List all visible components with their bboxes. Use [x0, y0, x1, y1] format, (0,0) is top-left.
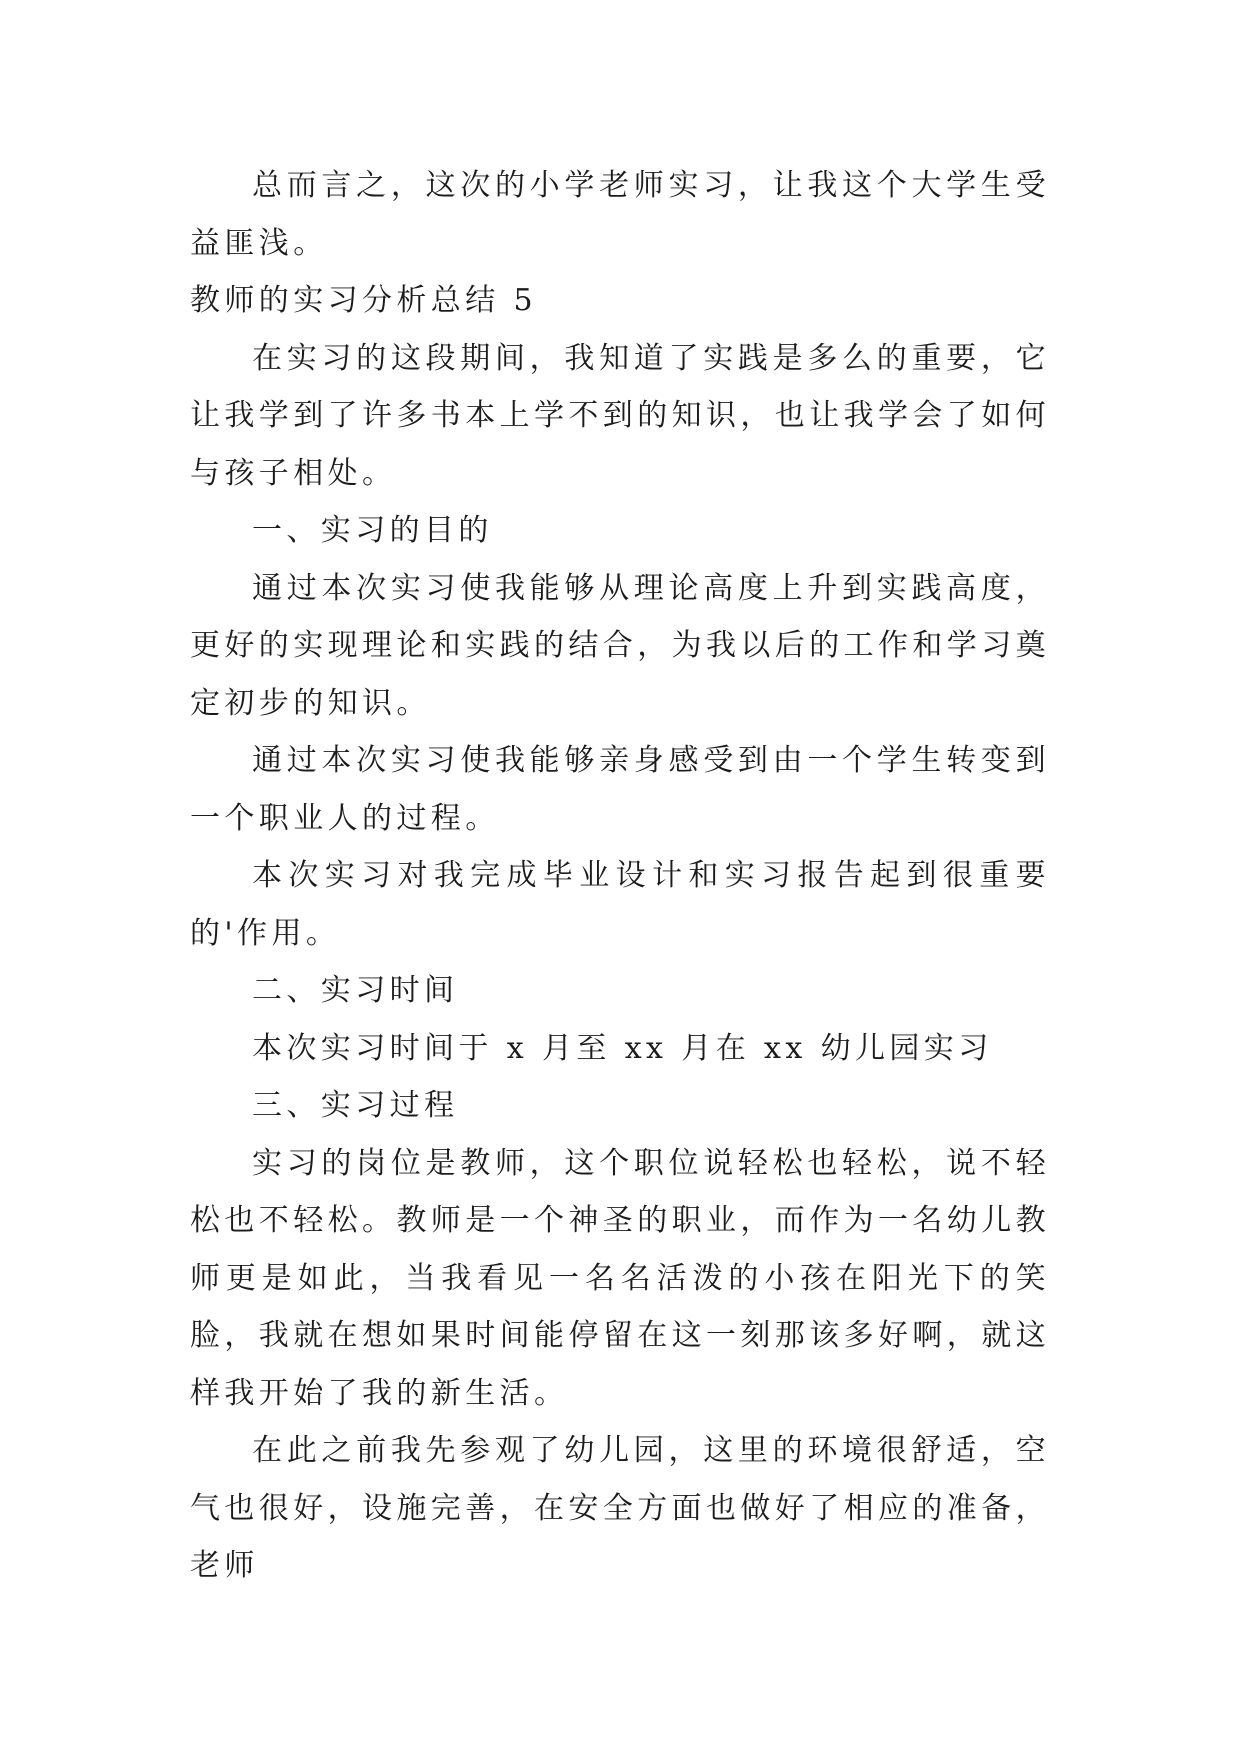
heading-purpose: 一、实习的目的 [252, 513, 493, 548]
heading-time: 二、实习时间 [252, 973, 459, 1008]
paragraph-purpose-1: 通过本次实习使我能够从理论高度上升到实践高度，更好的实现理论和实践的结合，为我以后的工作和学习奠定初步的知识。 [190, 570, 1050, 721]
paragraph-process-2: 在此之前我先参观了幼儿园，这里的环境很舒适，空气也很好，设施完善，在安全方面也做好了相应的准备，老师 [190, 1433, 1050, 1583]
paragraph-purpose-3: 本次实习对我完成毕业设计和实习报告起到很重要的'作用。 [190, 858, 1050, 951]
paragraph-conclusion: 总而言之，这次的小学老师实习，让我这个大学生受益匪浅。 [190, 168, 1050, 261]
paragraph-process-1: 实习的岗位是教师，这个职位说轻松也轻松，说不轻松也不轻松。教师是一个神圣的职业，而作为一名幼儿教师更是如此，当我看见一名名活泼的小孩在阳光下的笑脸，我就在想如果时间能停留在这一刻那该多好啊，就这样我开始了我的新生活。 [190, 1145, 1050, 1411]
paragraph-purpose-2: 通过本次实习使我能够亲身感受到由一个学生转变到一个职业人的过程。 [190, 743, 1050, 836]
document-body [190, 157, 1050, 1595]
section-title: 教师的实习分析总结 5 [190, 283, 538, 318]
heading-process: 三、实习过程 [252, 1088, 459, 1123]
paragraph-time: 本次实习时间于 x 月至 xx 月在 xx 幼儿园实习 [252, 1030, 993, 1066]
paragraph-intro: 在实习的这段期间，我知道了实践是多么的重要，它让我学到了许多书本上学不到的知识，也让我学会了如何与孩子相处。 [190, 340, 1050, 491]
